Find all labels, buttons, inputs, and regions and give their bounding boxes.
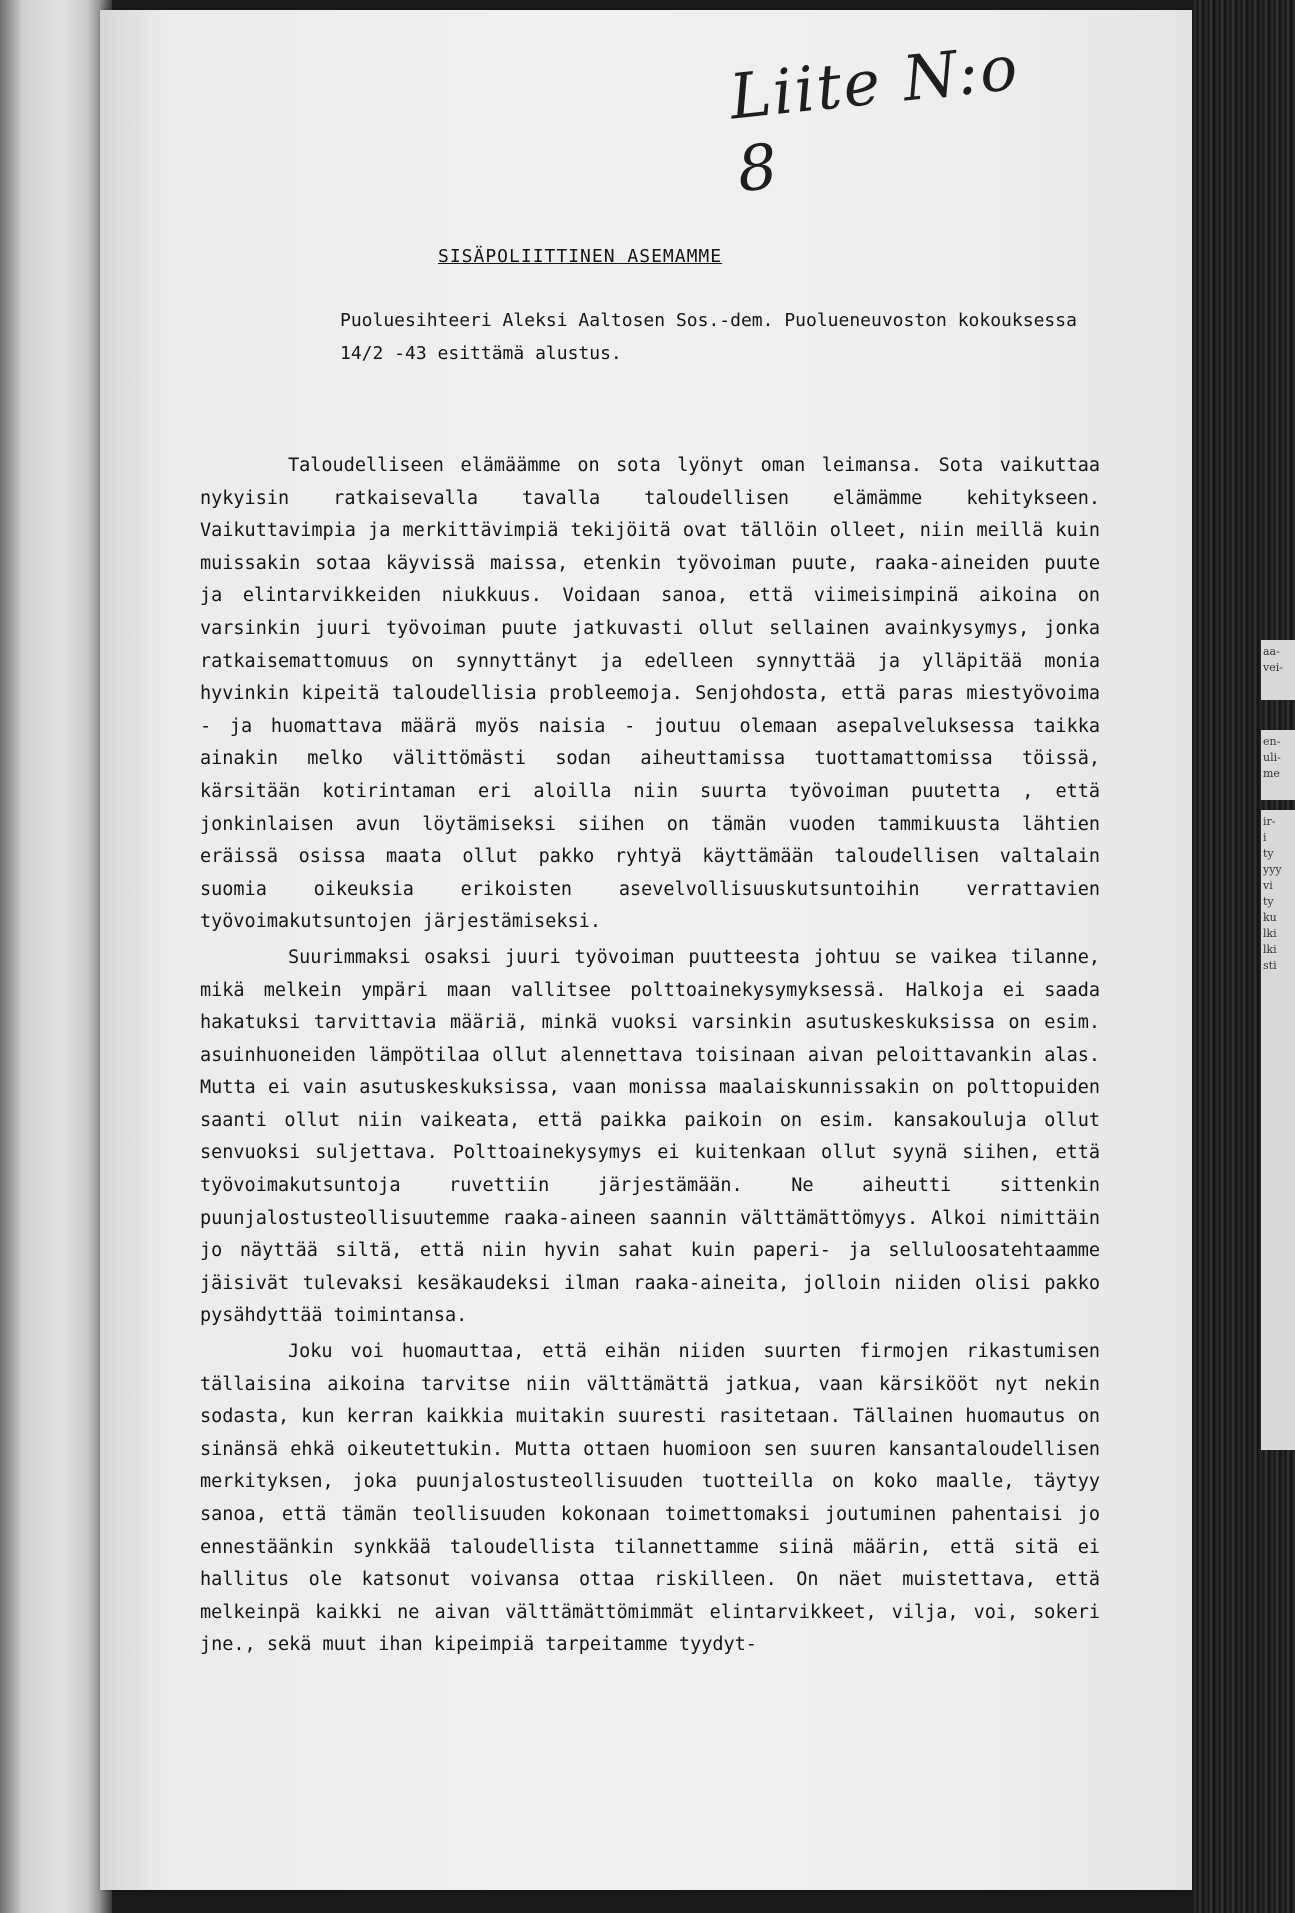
margin-note-middle: en- uli- me xyxy=(1261,730,1295,800)
adjacent-pages-stack xyxy=(1192,0,1295,1913)
margin-note-lower: ir- i ty yyy vi ty ku lki lki sti xyxy=(1261,810,1295,1450)
handwritten-heading: Liite N:o 8 xyxy=(726,30,1023,207)
book-binding-edge xyxy=(0,0,112,1913)
document-body xyxy=(200,450,1100,1662)
paragraph-2: Suurimmaksi osaksi juuri työvoiman puutteesta johtuu se vaikea tilanne, mikä melkein ympäri maan vallitsee polttoainekysymyksessä. Halkoja ei saada hakatuksi tarvittavia määriä, minkä vuoksi varsinkin asutuskeskuksissa on esim. asuinhuoneiden lämpötilaa ollut alennettava toisinaan aivan peloittavankin alas. Mutta ei vain asutuskeskuksissa, vaan monissa maalaiskunnissakin on polttopuiden saanti ollut niin vaikeata, että paikka paikoin on esim. kansakouluja ollut senvuoksi suljettava. Polttoainekysymys ei kuitenkaan ollut syynä siihen, että työvoimakutsuntoja ruvettiin järjestämään. Ne aiheutti sittenkin puunjalostusteollisuutemme raaka-aineen saannin välttämättömyys. Alkoi nimittäin jo näyttää siltä, että niin hyvin sahat kuin paperi- ja selluloosatehtaamme jäisivät tulevaksi kesäkaudeksi ilman raaka-aineita, jolloin niiden olisi pakko pysähdyttää toimintansa. xyxy=(200,946,1100,1327)
paragraph-1: Taloudelliseen elämäämme on sota lyönyt oman leimansa. Sota vaikuttaa nykyisin ratkaisevalla tavalla taloudellisen elämämme kehitykseen. Vaikuttavimpia ja merkittävimpiä tekijöitä ovat tällöin olleet, niin meillä kuin muissakin sotaa käyvissä maissa, etenkin työvoiman puute, raaka-aineiden puute ja elintarvikkeiden niukkuus. Voidaan sanoa, että viimeisimpinä aikoina on varsinkin juuri työvoiman puute jatkuvasti ollut sellainen avainkysymys, jonka ratkaisemattomuus on synnyttänyt ja edelleen synnyttää ja ylläpitää monia hyvinkin kipeitä taloudellisia probleemoja. Senjohdosta, että paras miestyövoima - ja huomattava määrä myös naisia - joutuu olemaan asepalveluksessa taikka ainakin melko välittömästi sodan aiheuttamissa tuottamattomissa töissä, kärsitään kotirintaman eri aloilla niin suurta työvoiman puutetta , että jonkinlaisen avun löytämiseksi siihen on tämän vuoden tammikuusta lähtien eräissä osissa maata ollut pakko ryhtyä käyttämään taloudellisen valtalain suomia oikeuksia erikoisten asevelvollisuuskutsuntoihin verrattavien työvoimakutsuntojen järjestämiseksi. xyxy=(200,455,1100,933)
document-intro: Puoluesihteeri Aleksi Aaltosen Sos.-dem. Puolueneuvoston kokouksessa 14/2 -43 esittämä alustus. xyxy=(340,310,1077,364)
paragraph-3: Joku voi huomauttaa, että eihän niiden suurten firmojen rikastumisen tällaisina aikoina tarvitse niin välttämättä jatkua, vaan kärsikööt nyt nekin sodasta, kun kerran kaikkia muitakin suuresti rasitetaan. Tällainen huomautus on sinänsä ehkä oikeutettukin. Mutta ottaen huomioon sen suuren kansantaloudellisen merkityksen, joka puunjalostusteollisuuden tuotteilla on koko maalle, täytyy sanoa, että tämän teollisuuden kokonaan toimettomaksi joutuminen pahentaisi jo ennestäänkin synkkää taloudellista tilannettamme siinä määrin, että sitä ei hallitus ole katsonut voivansa ottaa riskilleen. On näet muistettava, että melkeinpä kaikki ne aivan välttämättömimmät elintarvikkeet, vilja, voi, sokeri jne., sekä muut ihan kipeimpiä tarpeitamme tyydyt- xyxy=(200,1341,1100,1656)
document-title: SISÄPOLIITTINEN ASEMAMME xyxy=(438,246,723,267)
margin-note-upper: aa- vei- xyxy=(1261,640,1295,700)
